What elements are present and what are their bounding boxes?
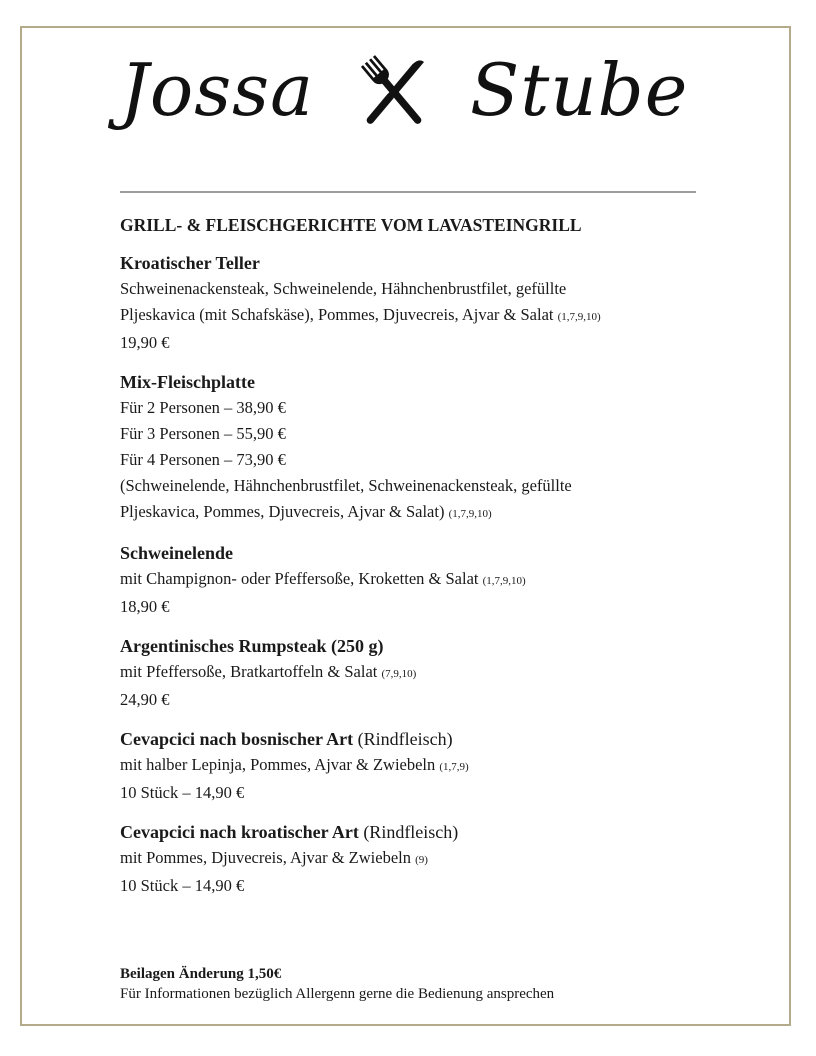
restaurant-logo [118, 40, 698, 140]
dish-line [120, 594, 720, 620]
dish-line-text: mit Pommes, Djuvecreis, Ajvar & Zwiebeln [120, 848, 416, 867]
dish-name [120, 369, 720, 395]
dish-line-text: Für 2 Personen – 38,90 € [120, 398, 286, 417]
allergen-codes: (7,9,10) [381, 668, 417, 680]
dish-line [120, 687, 720, 713]
dish-title: Cevapcici nach bosnischer Art [120, 729, 354, 749]
divider-line [120, 191, 696, 193]
sides-change-note: Beilagen Änderung 1,50€ [120, 966, 282, 982]
dish-line [120, 330, 720, 356]
logo-word-right: Stube [470, 48, 689, 132]
logo-word-left: Jossa [120, 48, 315, 132]
menu-item [120, 250, 720, 356]
dish-name [120, 250, 720, 276]
allergen-codes: (1,7,9,10) [448, 508, 492, 520]
dish-line-text: 18,90 € [120, 597, 170, 616]
allergen-codes: (1,7,9) [439, 761, 469, 773]
dish-title: Schweinelende [120, 543, 234, 563]
dish-title: Kroatischer Teller [120, 253, 260, 273]
dish-line [120, 421, 720, 447]
menu-section [120, 212, 720, 912]
menu-item [120, 819, 720, 899]
dish-line-text: (Schweinelende, Hähnchenbrustfilet, Schweinenackensteak, gefüllte [120, 476, 572, 495]
menu-item [120, 633, 720, 713]
menu-item [120, 726, 720, 806]
allergen-codes: (9) [415, 854, 428, 866]
dish-line [120, 566, 720, 594]
dish-line-text: 10 Stück – 14,90 € [120, 876, 245, 895]
dish-line-text: Pljeskavica (mit Schafskäse), Pommes, Djuvecreis, Ajvar & Salat [120, 305, 558, 324]
dish-line [120, 659, 720, 687]
dish-line-text: Pljeskavica, Pommes, Djuvecreis, Ajvar & Salat) [120, 502, 449, 521]
dish-note: (Rindfleisch) [358, 822, 459, 842]
dish-line [120, 447, 720, 473]
dish-line [120, 845, 720, 873]
dish-name [120, 726, 720, 752]
dish-line-text: mit halber Lepinja, Pommes, Ajvar & Zwiebeln [120, 755, 440, 774]
allergen-info-note: Für Informationen bezüglich Allergenn gerne die Bedienung ansprechen [120, 986, 555, 1002]
dish-line [120, 276, 720, 302]
dish-line-text: Schweinenackensteak, Schweinelende, Hähnchenbrustfilet, gefüllte [120, 279, 567, 298]
dish-name [120, 540, 720, 566]
dish-line-text: 24,90 € [120, 690, 170, 709]
dish-title: Cevapcici nach kroatischer Art [120, 822, 359, 842]
dish-line [120, 395, 720, 421]
menu-footer [120, 964, 740, 1004]
dish-title: Argentinisches Rumpsteak (250 g) [120, 636, 384, 656]
fork-and-knife-icon [348, 46, 440, 138]
dish-line [120, 302, 720, 330]
dish-line [120, 499, 720, 527]
dish-name [120, 633, 720, 659]
menu-item [120, 540, 720, 620]
dish-line [120, 873, 720, 899]
dish-line [120, 780, 720, 806]
dish-list [120, 250, 720, 899]
dish-line-text: mit Champignon- oder Pfeffersoße, Kroketten & Salat [120, 569, 483, 588]
dish-title: Mix-Fleischplatte [120, 372, 255, 392]
dish-line-text: Für 3 Personen – 55,90 € [120, 424, 286, 443]
dish-line-text: mit Pfeffersoße, Bratkartoffeln & Salat [120, 662, 382, 681]
dish-line-text: 10 Stück – 14,90 € [120, 783, 245, 802]
dish-name [120, 819, 720, 845]
dish-note: (Rindfleisch) [353, 729, 453, 749]
dish-line [120, 752, 720, 780]
dish-line-text: 19,90 € [120, 333, 170, 352]
section-title: GRILL- & FLEISCHGERICHTE VOM LAVASTEINGRILL [120, 215, 582, 235]
allergen-codes: (1,7,9,10) [482, 575, 526, 587]
dish-line-text: Für 4 Personen – 73,90 € [120, 450, 286, 469]
dish-line [120, 473, 720, 499]
allergen-codes: (1,7,9,10) [557, 311, 601, 323]
menu-item [120, 369, 720, 527]
